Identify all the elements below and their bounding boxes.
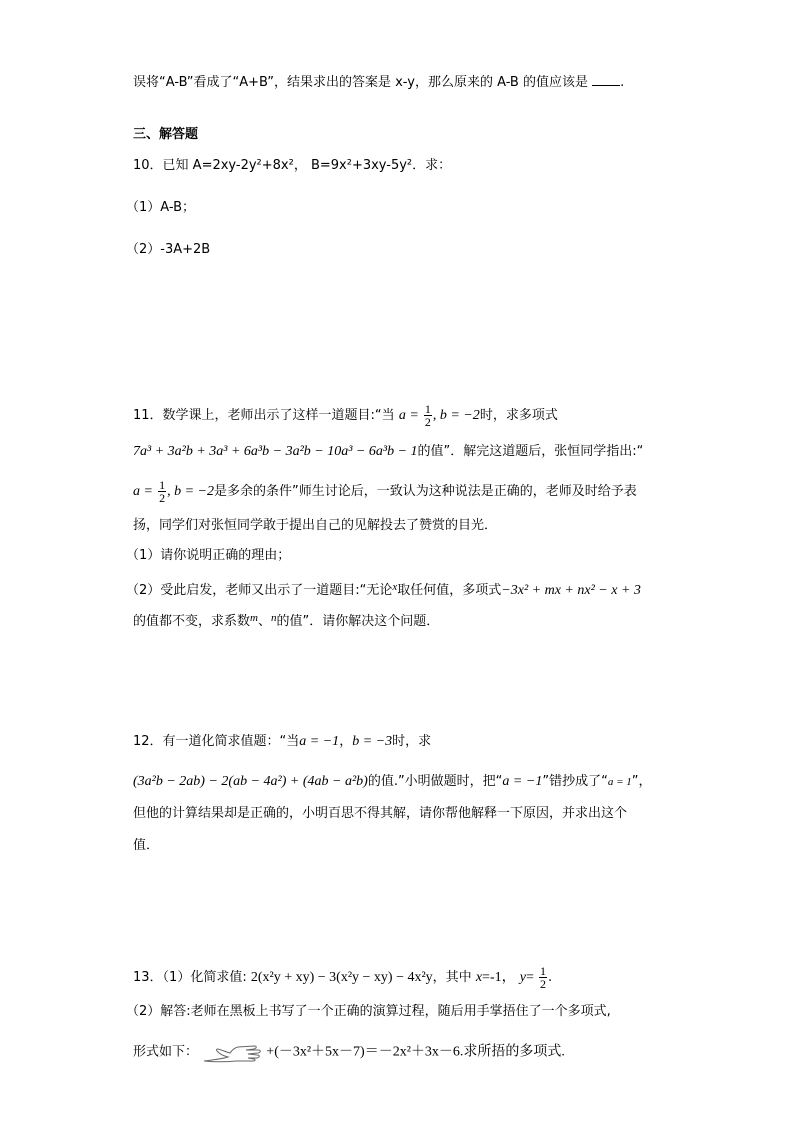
frac-den: 2 (540, 977, 547, 991)
separator: ， (339, 734, 353, 749)
q13-line3 (133, 1040, 565, 1064)
q10-part1: （1）A-B； (126, 200, 196, 215)
q12-line4: 值． (133, 838, 160, 853)
q12-expression: (3a²b − 2ab) − 2(ab − 4a²) + (4ab − a²b) (133, 774, 368, 789)
q12-text-4: ”错抄成了“ (542, 774, 608, 789)
answer-blank[interactable] (592, 73, 620, 86)
fraction-half (424, 403, 432, 428)
intro-line (133, 73, 624, 92)
var-n: n (270, 612, 277, 624)
section-title: 三、解答题 (133, 127, 199, 142)
q12-text: 12．有一道化简求值题：“当 (133, 734, 300, 749)
intro-suffix: . (620, 75, 625, 90)
frac-num: 1 (159, 478, 166, 492)
frac-den: 2 (159, 491, 166, 505)
hand-icon (202, 1040, 262, 1064)
frac-num: 1 (540, 964, 547, 978)
q11-line2 (133, 443, 643, 461)
q12-text-3: 的值.”小明做题时，把“ (367, 774, 503, 789)
q12-text-2: 时，求 (392, 734, 432, 749)
var-m: m (250, 612, 258, 624)
fraction-half-2 (158, 479, 166, 504)
q11-text: 11．数学课上，老师出示了这样一道题目:“当 (133, 408, 395, 423)
q13-text-2: ，其中 (432, 970, 472, 985)
q13-line1 (133, 965, 552, 990)
q11-line1 (133, 403, 558, 428)
q11-polynomial: 7a³ + 3a²b + 3a³ + 6a³b − 3a²b − 10a³ − 6a³b − 1 (133, 444, 418, 459)
frac-num: 1 (424, 402, 431, 416)
q11-part2-text: （2）受此启发，老师又出示了一道题目:“无论 (126, 583, 393, 598)
separator: 、 (257, 614, 271, 629)
q11-cond-b: , b = −2 (432, 408, 480, 423)
intro-text: 误将“A-B”看成了“A+B”，结果求出的答案是 x-y，那么原来的 A-B 的值应该是 (133, 75, 588, 90)
q12-line1 (133, 733, 431, 751)
q12-line3: 但他的计算结果却是正确的，小明百思不得其解，请你帮他解释一下原因，并求出这个 (133, 806, 628, 821)
y-equals: = (525, 970, 534, 985)
var-x: x (475, 970, 483, 985)
q12-copied-value: a = 1 (607, 776, 632, 788)
q13-expression: 2(x²y + xy) − 3(x²y − xy) − 4x²y (250, 970, 433, 985)
q11-line4: 扬，同学们对张恒同学敢于提出自己的见解投去了赞赏的目光． (133, 518, 498, 533)
q13-text: 13．（1）化简求值: (133, 970, 247, 985)
period: . (548, 970, 553, 985)
q11-line7 (133, 609, 439, 631)
q12-text-5: ”， (631, 774, 652, 789)
x-value: =-1， (482, 970, 516, 985)
q11-cond-a: a = (398, 408, 419, 423)
q11-part2-polynomial: −3x² + mx + nx² − x + 3 (501, 583, 641, 598)
var-x: x (392, 581, 398, 593)
q11-part1: （1）请你说明正确的理由； (126, 548, 291, 563)
q11-cond-a-2: a = (133, 484, 153, 499)
q11-l7-text: 的值都不变，求系数 (133, 614, 251, 629)
q11-cond-b-2: , b = −2 (167, 484, 214, 499)
q11-line3 (133, 479, 637, 504)
q10-part2: （2）-3A+2B (126, 242, 211, 257)
q13-text-3: 形式如下： (133, 1044, 199, 1060)
q12-cond-a: a = −1 (299, 734, 340, 749)
q11-l7-text-2: 的值”．请你解决这个问题． (276, 614, 440, 629)
q12-line2 (133, 773, 652, 791)
q11-part2-text-2: 取任何值，多项式 (397, 583, 502, 598)
frac-den: 2 (424, 415, 431, 429)
q11-text-2: 时，求多项式 (479, 408, 558, 423)
q11-part2 (126, 578, 641, 600)
fraction-half-3 (539, 965, 547, 990)
q10-stem: 10．已知 A=2xy-2y²+8x²， B=9x²+3xy-5y²．求： (133, 158, 452, 173)
var-y: y (519, 970, 526, 985)
q13-line2: （2）解答:老师在黑板上书写了一个正确的演算过程，随后用手掌捂住了一个多项式, (126, 1004, 611, 1019)
q12-wrong-value: a = −1 (502, 774, 543, 789)
q13-equation: +(－3x²＋5x－7)＝－2x²＋3x－6.求所捂的多项式. (266, 1044, 565, 1060)
q12-cond-b: b = −3 (352, 734, 393, 749)
q11-text-4: 是多余的条件”师生讨论后，一致认为这种说法是正确的，老师及时给予表 (214, 484, 637, 499)
q11-text-3: 的值”．解完这道题后，张恒同学指出:“ (417, 444, 644, 459)
